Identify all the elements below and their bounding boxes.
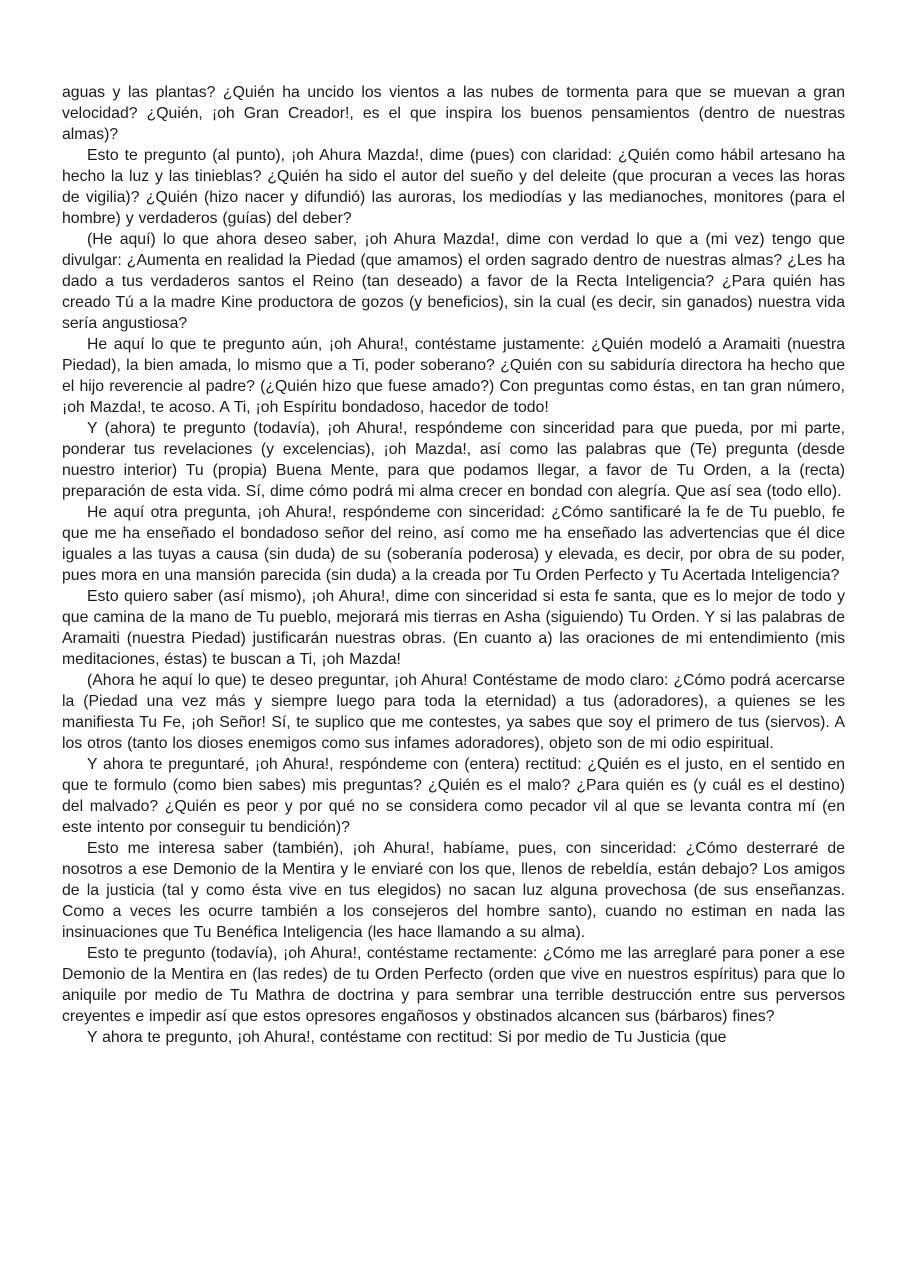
body-text-paragraph: He aquí lo que te pregunto aún, ¡oh Ahura!, contéstame justamente: ¿Quién modeló a Aramaiti (nuestra Piedad), la bien amada, lo mismo que a Ti, poder soberano? ¿Quién con su sabiduría directora ha hecho que el hijo reverencie al padre? (¿Quién hizo que fuese amado?) Con preguntas como éstas, en tan gran número, ¡oh Mazda!, te acoso. A Ti, ¡oh Espíritu bondadoso, hacedor de todo!	[62, 336, 845, 416]
body-text-paragraph: Esto te pregunto (al punto), ¡oh Ahura Mazda!, dime (pues) con claridad: ¿Quién como hábil artesano ha hecho la luz y las tinieblas? ¿Quién ha sido el autor del sueño y del deleite (que procuran a veces las horas de vigilia)? ¿Quién (hizo nacer y difundió) las auroras, los mediodías y las medianoches, monitores (para el hombre) y verdaderos (guías) del deber?	[62, 147, 845, 227]
body-text-paragraph: (Ahora he aquí lo que) te deseo preguntar, ¡oh Ahura! Contéstame de modo claro: ¿Cómo podrá acercarse la (Piedad una vez más y siempre luego para toda la eternidad) a tus (adoradores), a quienes se les manifiesta Tu Fe, ¡oh Señor! Sí, te suplico que me contestes, ya sabes que soy el primero de tus (siervos). A los otros (tanto los dioses enemigos como sus infames adoradores), objeto son de mi odio espiritual.	[62, 672, 845, 752]
body-text-paragraph: Y ahora te pregunto, ¡oh Ahura!, contéstame con rectitud: Si por medio de Tu Justicia (que	[87, 1029, 727, 1046]
body-text-paragraph: aguas y las plantas? ¿Quién ha uncido los vientos a las nubes de tormenta para que se muevan a gran velocidad? ¿Quién, ¡oh Gran Creador!, es el que inspira los buenos pensamientos (dentro de nuestras almas)?	[62, 84, 845, 143]
body-text-paragraph: Esto quiero saber (así mismo), ¡oh Ahura!, dime con sinceridad si esta fe santa, que es lo mejor de todo y que camina de la mano de Tu pueblo, mejorará mis tierras en Asha (siguiendo) Tu Orden. Y si las palabras de Aramaiti (nuestra Piedad) justificarán nuestras obras. (En cuanto a) las oraciones de mi entendimiento (mis meditaciones, éstas) te buscan a Ti, ¡oh Mazda!	[62, 588, 845, 668]
body-text-block	[62, 82, 845, 1048]
body-text-paragraph: (He aquí) lo que ahora deseo saber, ¡oh Ahura Mazda!, dime con verdad lo que a (mi vez) tengo que divulgar: ¿Aumenta en realidad la Piedad (que amamos) el orden sagrado dentro de nuestras almas? ¿Les ha dado a tus verdaderos santos el Reino (tan deseado) a favor de la Recta Inteligencia? ¿Para quién has creado Tú a la madre Kine productora de gozos (y beneficios), sin la cual (es decir, sin ganados) nuestra vida sería angustiosa?	[62, 231, 845, 332]
body-text-paragraph: He aquí otra pregunta, ¡oh Ahura!, respóndeme con sinceridad: ¿Cómo santificaré la fe de Tu pueblo, fe que me ha enseñado el bondadoso señor del reino, así como me ha enseñado las advertencias que él dice iguales a las tuyas a causa (sin duda) de su (soberanía poderosa) y elevada, es decir, por obra de su poder, pues mora en una mansión parecida (sin duda) a la creada por Tu Orden Perfecto y Tu Acertada Inteligencia?	[62, 504, 845, 584]
body-text-paragraph: Y (ahora) te pregunto (todavía), ¡oh Ahura!, respóndeme con sinceridad para que pueda, por mi parte, ponderar tus revelaciones (y excelencias), ¡oh Mazda!, así como las palabras que (Te) pregunta (desde nuestro interior) Tu (propia) Buena Mente, para que podamos llegar, a favor de Tu Orden, a la (recta) preparación de esta vida. Sí, dime cómo podrá mi alma crecer en bondad con alegría. Que así sea (todo ello).	[62, 420, 845, 500]
body-text-paragraph: Esto te pregunto (todavía), ¡oh Ahura!, contéstame rectamente: ¿Cómo me las arreglaré para poner a ese Demonio de la Mentira en (las redes) de tu Orden Perfecto (orden que vive en nuestros espíritus) para que lo aniquile por medio de Tu Mathra de doctrina y para sembrar una terrible destrucción entre sus perversos creyentes e impedir así que estos opresores engañosos y obstinados alcancen sus (bárbaros) fines?	[62, 945, 845, 1025]
body-text-paragraph: Y ahora te preguntaré, ¡oh Ahura!, respóndeme con (entera) rectitud: ¿Quién es el justo, en el sentido en que te formulo (como bien sabes) mis preguntas? ¿Quién es el malo? ¿Para quién es (y cuál es el destino) del malvado? ¿Quién es peor y por qué no se considera como pecador vil al que se levanta contra mí (en este intento por conseguir tu bendición)?	[62, 756, 845, 836]
body-text-paragraph: Esto me interesa saber (también), ¡oh Ahura!, habíame, pues, con sinceridad: ¿Cómo desterraré de nosotros a ese Demonio de la Mentira y le enviaré con los que, llenos de rebeldía, están debajo? Los amigos de la justicia (tal y como ésta vive en tus elegidos) no sacan luz alguna provechosa (de sus enseñanzas. Como a veces les ocurre también a los consejeros del hombre santo), cuando no estiman en nada las insinuaciones que Tu Benéfica Inteligencia (les hace llamando a su alma).	[62, 840, 845, 941]
